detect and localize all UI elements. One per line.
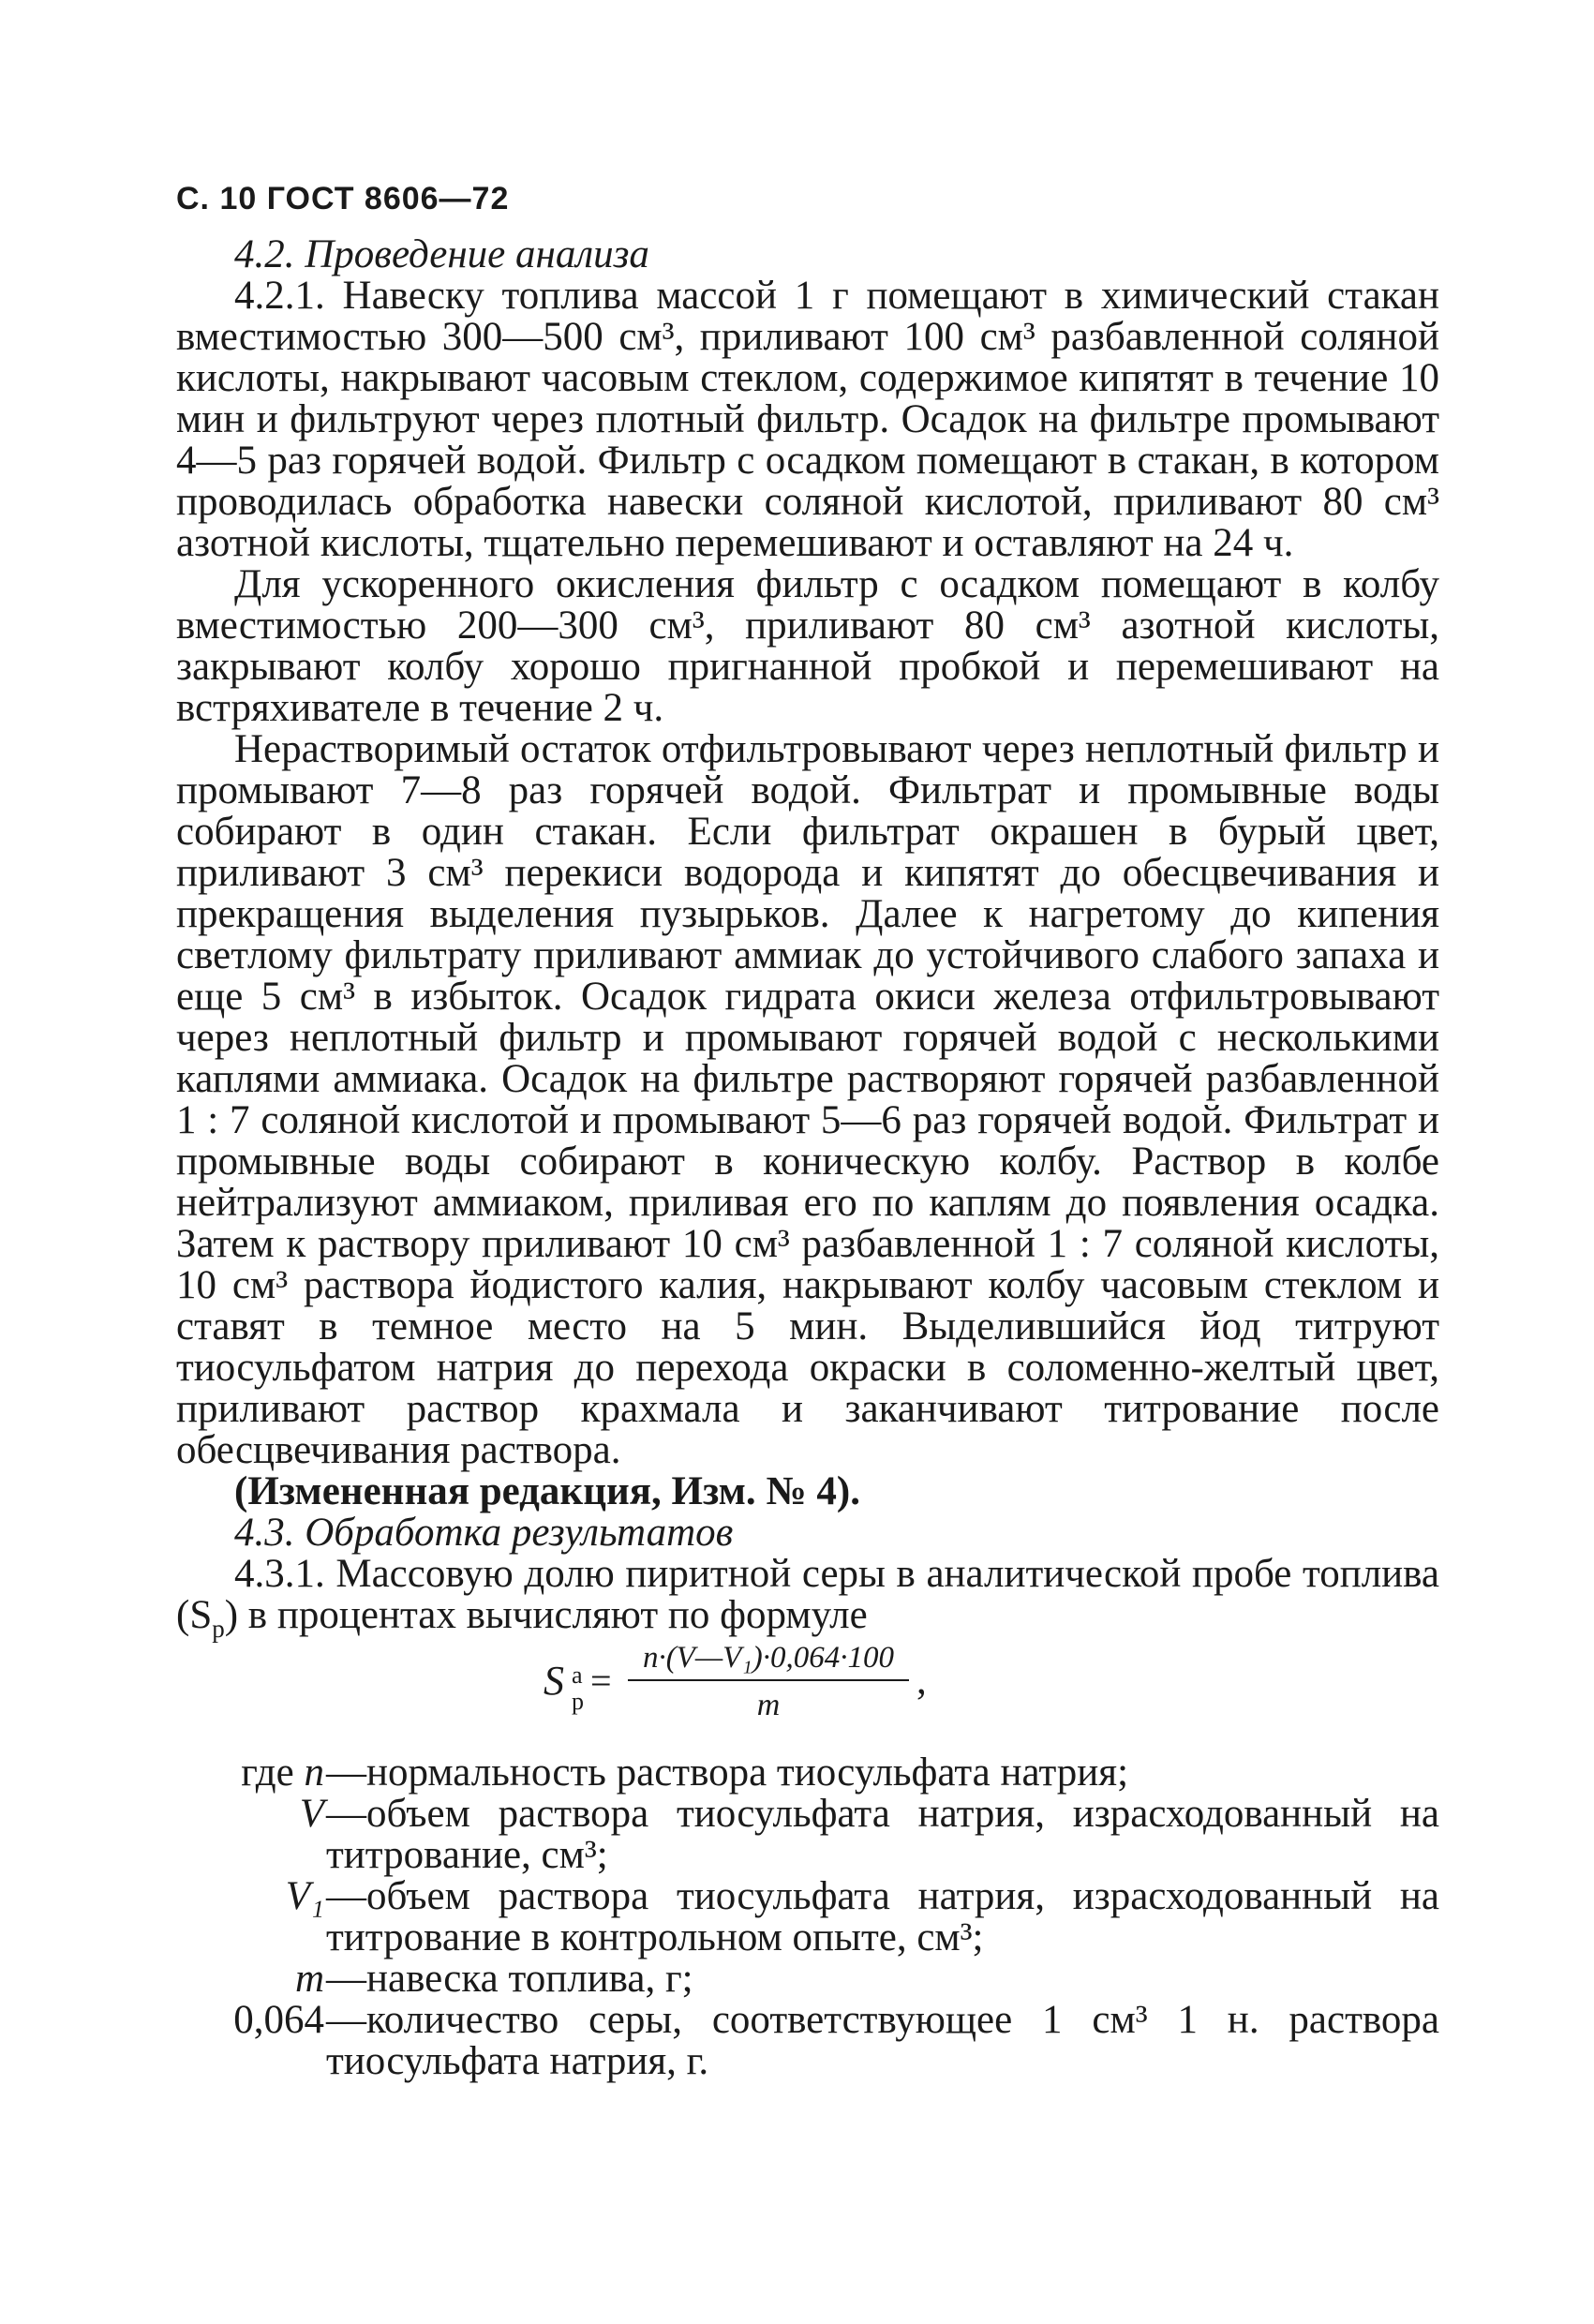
paragraph-4-3-1: [176, 1552, 1439, 1643]
definition-text-m: —навеска топлива, г;: [326, 1957, 693, 2001]
formula-fraction: [628, 1640, 909, 1724]
paragraph-4-3-1-text: 4.3.1. Массовую долю пиритной серы в аналитической пробе топлива (S: [176, 1552, 1439, 1637]
paragraph-4-3-1-tail: ) в процентах вычисляют по формуле: [224, 1593, 868, 1637]
definition-symbol-v1: V₁: [285, 1874, 324, 1918]
definition-text-v: —объем раствора тиосульфата натрия, израсходованный на титрование, см³;: [326, 1792, 1439, 1877]
formula-lhs: [544, 1658, 584, 1715]
variable-definitions: [176, 1752, 1439, 2082]
formula-trailing-comma: ,: [916, 1659, 927, 1703]
document-body: [176, 234, 1439, 2082]
formula-denominator: m: [756, 1688, 781, 1722]
section-heading-4-3: 4.3. Обработка результатов: [234, 1511, 734, 1555]
definition-symbol-constant: 0,064: [233, 1998, 324, 2042]
formula-numerator: n·(V—V₁)·0,064·100: [628, 1640, 909, 1681]
paragraph-4-3-1-subscript: р: [212, 1615, 225, 1643]
formula-lhs-symbol: S: [544, 1658, 564, 1704]
definition-text-constant: —количество серы, соответствующее 1 см³ 1 н. раствора тиосульфата натрия, г.: [326, 1998, 1439, 2083]
section-heading-4-2: 4.2. Проведение анализа: [234, 232, 649, 276]
paragraph-4-2-1: 4.2.1. Навеску топлива массой 1 г помещают в химический стакан вместимостью 300—500 см³, приливают 100 см³ разбавленной соляной кислоты, накрывают часовым стеклом, содержимое кипятят в течение 10 мин и фильтруют через плотный фильтр. Осадок на фильтре промывают 4—5 раз горячей водой. Фильтр с осадком помещают в стакан, в котором проводилась обработка навески соляной кислотой, приливают 80 см³ азотной кислоты, тщательно перемешивают и оставляют на 24 ч.: [176, 274, 1439, 565]
amendment-note: (Измененная редакция, Изм. № 4).: [234, 1469, 860, 1513]
formula-pyrite-sulfur: [176, 1640, 1439, 1750]
definition-text-v1: —объем раствора тиосульфата натрия, израсходованный на титрование в контрольном опыте, см³;: [326, 1874, 1439, 1959]
definition-symbol-n: где n: [241, 1750, 324, 1795]
formula-lhs-subscript: р: [572, 1688, 584, 1715]
definition-text-n: —нормальность раствора тиосульфата натрия;: [326, 1750, 1129, 1795]
formula-lhs-superscript: а: [572, 1661, 583, 1689]
formula-equals: =: [590, 1660, 612, 1702]
definition-symbol-m: m: [294, 1957, 324, 2001]
definition-symbol-v: V: [299, 1792, 324, 1836]
paragraph-insoluble-residue: Нерастворимый остаток отфильтровывают через неплотный фильтр и промывают 7—8 раз горячей водой. Фильтрат и промывные воды собирают в один стакан. Если фильтрат окрашен в бурый цвет, приливают 3 см³ перекиси водорода и кипятят до обесцвечивания и прекращения выделения пузырьков. Далее к нагретому до кипения светлому фильтрату приливают аммиак до устойчивого слабого запаха и еще 5 см³ в избыток. Осадок гидрата окиси железа отфильтровывают через неплотный фильтр и промывают горячей водой с несколькими каплями аммиака. Осадок на фильтре растворяют горячей разбавленной 1 : 7 соляной кислотой и промывают 5—6 раз горячей водой. Фильтрат и промывные воды собирают в коническую колбу. Раствор в колбе нейтрализуют аммиаком, приливая его по каплям до появления осадка. Затем к раствору приливают 10 см³ разбавленной 1 : 7 соляной кислоты, 10 см³ раствора йодистого калия, накрывают колбу часовым стеклом и ставят в темное место на 5 мин. Выделившийся йод титруют тиосульфатом натрия до перехода окраски в соломенно-желтый цвет, приливают раствор крахмала и заканчивают титрование после обесцвечивания раствора.: [176, 727, 1439, 1472]
running-head: С. 10 ГОСТ 8606—72: [176, 181, 510, 216]
where-lead: где: [241, 1750, 294, 1795]
paragraph-fast-oxidation: Для ускоренного окисления фильтр с осадком помещают в колбу вместимостью 200—300 см³, приливают 80 см³ азотной кислоты, закрывают колбу хорошо пригнанной пробкой и перемешивают на встряхивателе в течение 2 ч.: [176, 562, 1439, 730]
